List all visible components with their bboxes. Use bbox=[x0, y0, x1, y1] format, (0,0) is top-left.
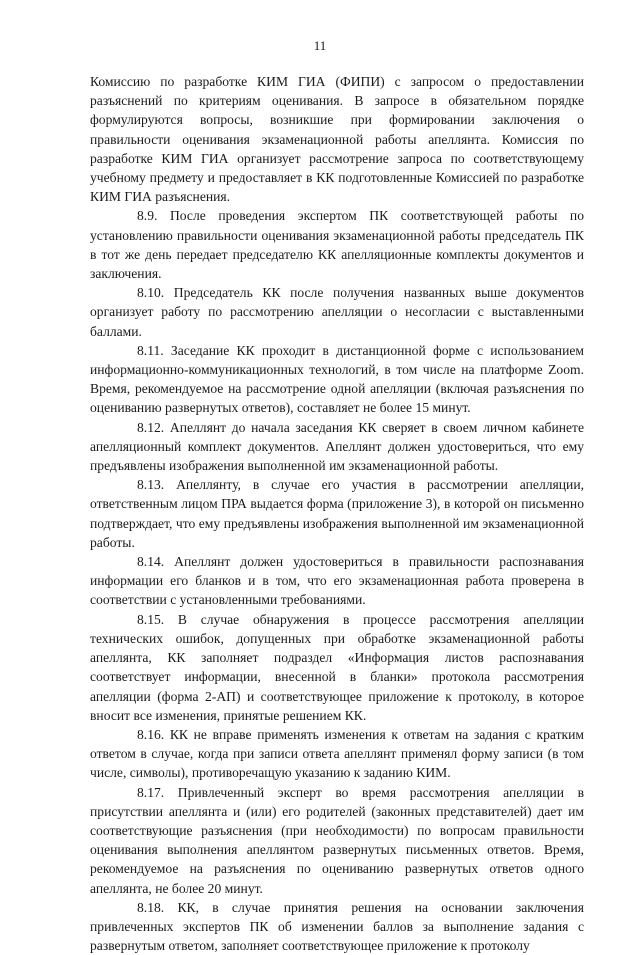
paragraph-8-13: 8.13. Апеллянту, в случае его участия в рассмотрении апелляции, ответственным лицом ПРА выдается форма (приложение 3), в которой он письменно подтверждает, что ему предъявлены изображения выполненной им экзаменационной работы. bbox=[90, 477, 584, 550]
page-number: 11 bbox=[313, 38, 327, 53]
paragraph-8-14: 8.14. Апеллянт должен удостовериться в правильности распознавания информации его бланков и в том, что его экзаменационная работа проверена в соответствии с установленными требованиями. bbox=[90, 554, 584, 608]
paragraph-8-9: 8.9. После проведения экспертом ПК соответствующей работы по установлению правильности оценивания экзаменационной работы председатель ПК в тот же день передает председателю КК апелляционные комплекты документов и заключения. bbox=[90, 208, 584, 282]
paragraph-continuation: Комиссию по разработке КИМ ГИА (ФИПИ) с запросом о предоставлении разъяснений по критериям оценивания. В запросе в обязательном порядке формулируются вопросы, возникшие при формировании заключения о правильности оценивания экзаменационной работы апеллянта. Комиссия по разработке КИМ ГИА организует рассмотрение запроса по соответствующему учебному предмету и предоставляет в КК подготовленные Комиссией по разработке КИМ ГИА разъяснения. bbox=[90, 74, 584, 205]
paragraph-8-11: 8.11. Заседание КК проходит в дистанционной форме с использованием информационно-коммуникационных технологий, в том числе на платформе Zoom. Время, рекомендуемое на рассмотрение одной апелляции (включая разъяснения по оцениванию развернутых ответов), составляет не более 15 минут. bbox=[90, 342, 584, 416]
paragraph-8-10: 8.10. Председатель КК после получения названных выше документов организует работу по рассмотрению апелляции о несогласии с выставленными баллами. bbox=[90, 285, 584, 339]
paragraph-8-15: 8.15. В случае обнаружения в процессе рассмотрения апелляции технических ошибок, допущенных при обработке экзаменационной работы апеллянта, КК заполняет подраздел «Информация листов распознавания соответствует информации, внесенной в бланки» протокола рассмотрения апелляции (форма 2-АП) и соответствующее приложение к протоколу, в которое вносит все изменения, принятые решением КК. bbox=[90, 611, 584, 723]
paragraph-8-18: 8.18. КК, в случае принятия решения на основании заключения привлеченных экспертов ПК об изменении баллов за выполнение задания с развернутым ответом, заполняет соответствующее приложение к протоколу bbox=[90, 899, 584, 954]
document-body bbox=[90, 72, 584, 955]
paragraph-8-12: 8.12. Апеллянт до начала заседания КК сверяет в своем личном кабинете апелляционный комплект документов. Апеллянт должен удостовериться, что ему предъявлены изображения выполненной им экзаменационной работы. bbox=[90, 419, 584, 474]
paragraph-8-16: 8.16. КК не вправе применять изменения к ответам на задания с кратким ответом в случае, когда при записи ответа апеллянт применял форму записи (в том числе, символы), противоречащую указанию к заданию КИМ. bbox=[90, 726, 584, 781]
paragraph-8-17: 8.17. Привлеченный эксперт во время рассмотрения апелляции в присутствии апеллянта и (или) его родителей (законных представителей) дает им соответствующие разъяснения (при необходимости) по вопросам правильности оценивания выполнения апеллянтом развернутых письменных ответов. Время, рекомендуемое на разъяснения по оцениванию развернутых ответов одного апеллянта, не более 20 минут. bbox=[90, 784, 584, 896]
